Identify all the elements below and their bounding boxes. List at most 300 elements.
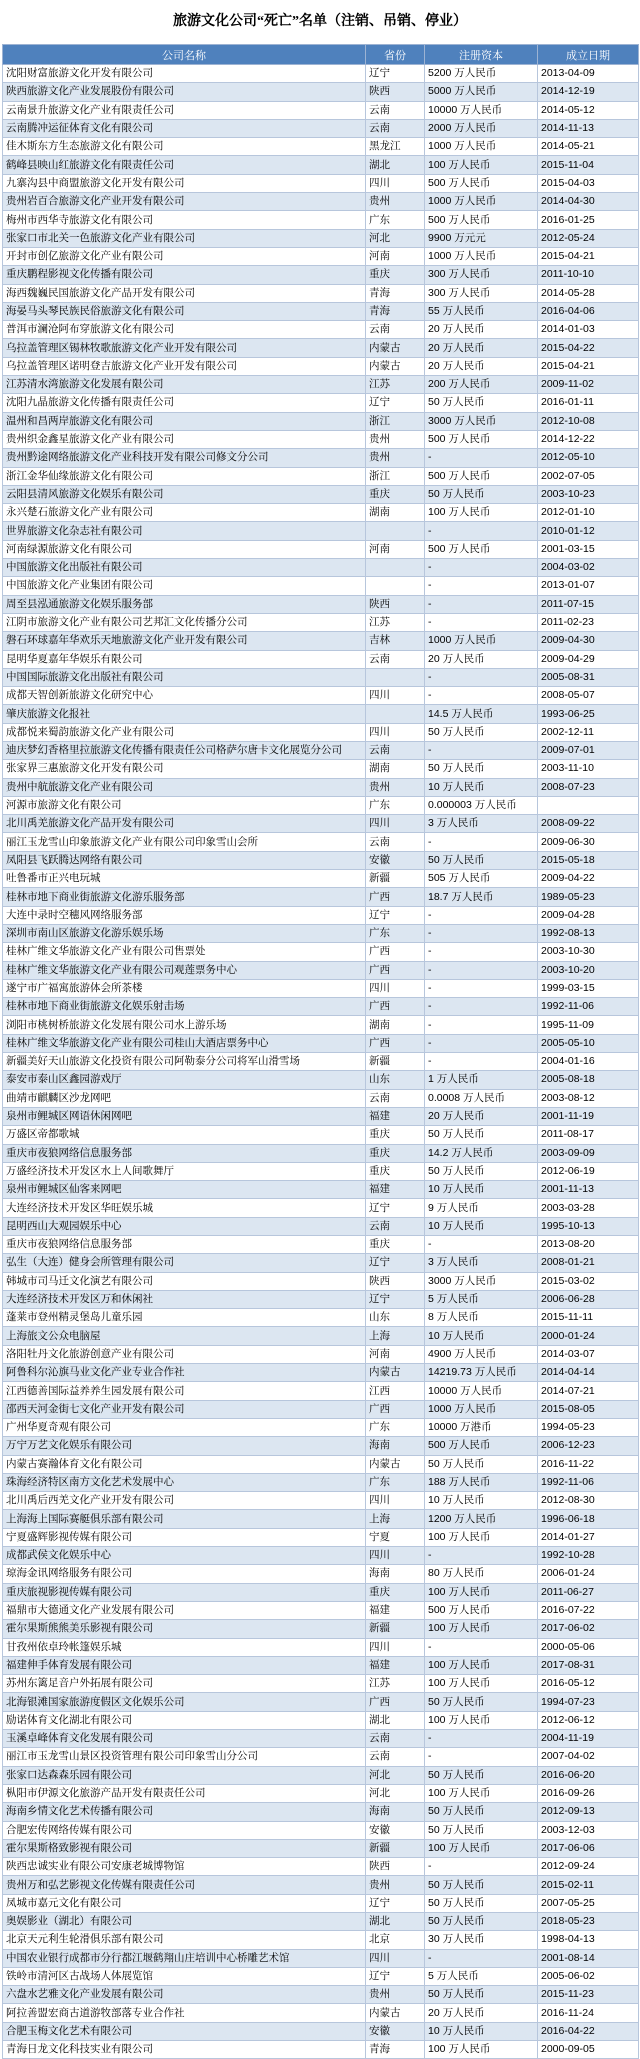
cell-province: 重庆: [366, 485, 425, 503]
table-row: [3, 1675, 639, 1693]
cell-province: 青海: [366, 2041, 425, 2059]
table-row: [3, 449, 639, 467]
cell-founded-date: 2002-12-11: [538, 723, 639, 741]
cell-registered-capital: -: [425, 559, 538, 577]
table-row: [3, 2041, 639, 2059]
cell-founded-date: [538, 796, 639, 814]
cell-company-name: 云南景升旅游文化产业有限责任公司: [3, 101, 366, 119]
cell-founded-date: 2016-01-25: [538, 211, 639, 229]
table-row: [3, 156, 639, 174]
cell-registered-capital: 4900 万人民币: [425, 1345, 538, 1363]
cell-province: 四川: [366, 979, 425, 997]
cell-registered-capital: -: [425, 906, 538, 924]
cell-registered-capital: 10 万人民币: [425, 1492, 538, 1510]
cell-province: 安徽: [366, 1821, 425, 1839]
cell-company-name: 贵州织金鑫星旅游文化产业有限公司: [3, 430, 366, 448]
cell-province: 云南: [366, 833, 425, 851]
table-row: [3, 1730, 639, 1748]
cell-province: 青海: [366, 284, 425, 302]
table-row: [3, 1547, 639, 1565]
cell-founded-date: 2014-05-21: [538, 138, 639, 156]
table-row: [3, 1053, 639, 1071]
cell-province: [366, 522, 425, 540]
cell-registered-capital: 100 万人民币: [425, 1528, 538, 1546]
cell-company-name: 贵州黔途网络旅游文化产业科技开发有限公司修文分公司: [3, 449, 366, 467]
cell-registered-capital: -: [425, 577, 538, 595]
cell-founded-date: 2011-10-10: [538, 266, 639, 284]
cell-company-name: 霍尔果斯熊熊美乐影视有限公司: [3, 1620, 366, 1638]
cell-founded-date: 2010-01-12: [538, 522, 639, 540]
cell-province: 海南: [366, 1803, 425, 1821]
cell-founded-date: 2012-06-19: [538, 1162, 639, 1180]
cell-province: 新疆: [366, 1053, 425, 1071]
cell-registered-capital: 300 万人民币: [425, 266, 538, 284]
table-row: [3, 1254, 639, 1272]
cell-company-name: 遂宁市广福寓旅游体会所茶楼: [3, 979, 366, 997]
cell-province: 重庆: [366, 1126, 425, 1144]
table-row: [3, 1821, 639, 1839]
cell-registered-capital: -: [425, 1638, 538, 1656]
cell-company-name: 上海旅文公众电脑屋: [3, 1327, 366, 1345]
cell-registered-capital: 3000 万人民币: [425, 1272, 538, 1290]
cell-founded-date: 1992-08-13: [538, 924, 639, 942]
cell-founded-date: 1995-10-13: [538, 1217, 639, 1235]
cell-province: 辽宁: [366, 65, 425, 83]
cell-province: 福建: [366, 1181, 425, 1199]
cell-registered-capital: 50 万人民币: [425, 1821, 538, 1839]
cell-province: 广东: [366, 1473, 425, 1491]
cell-province: 湖北: [366, 156, 425, 174]
cell-province: 安徽: [366, 851, 425, 869]
cell-founded-date: 2006-06-28: [538, 1290, 639, 1308]
cell-founded-date: 1994-05-23: [538, 1418, 639, 1436]
cell-company-name: 蓬莱市登州精灵堡岛儿童乐园: [3, 1309, 366, 1327]
cell-registered-capital: 50 万人民币: [425, 1162, 538, 1180]
cell-registered-capital: 100 万人民币: [425, 2041, 538, 2059]
column-header-registered-capital: 注册资本: [425, 45, 538, 65]
table-row: [3, 1236, 639, 1254]
cell-founded-date: 2016-04-22: [538, 2022, 639, 2040]
cell-founded-date: 2012-08-30: [538, 1492, 639, 1510]
cell-province: 广西: [366, 1400, 425, 1418]
cell-company-name: 青海日龙文化科技实业有限公司: [3, 2041, 366, 2059]
cell-founded-date: 1993-06-25: [538, 705, 639, 723]
table-row: [3, 83, 639, 101]
table-row: [3, 65, 639, 83]
cell-founded-date: 2011-08-17: [538, 1126, 639, 1144]
cell-registered-capital: 9900 万元元: [425, 229, 538, 247]
table-row: [3, 1839, 639, 1857]
cell-company-name: 云南腾冲运征体育文化有限公司: [3, 119, 366, 137]
cell-registered-capital: 188 万人民币: [425, 1473, 538, 1491]
cell-company-name: 铁岭市清河区古战场人体展览馆: [3, 1967, 366, 1985]
cell-province: 辽宁: [366, 1290, 425, 1308]
cell-founded-date: 2007-05-25: [538, 1894, 639, 1912]
cell-company-name: 北川禹羌旅游文化产品开发有限公司: [3, 815, 366, 833]
cell-registered-capital: 1000 万人民币: [425, 632, 538, 650]
header-row: [3, 45, 639, 65]
page-title: 旅游文化公司“死亡”名单（注销、吊销、停业）: [173, 14, 467, 29]
cell-company-name: 枞阳市伊源文化旅游产品开发有限责任公司: [3, 1784, 366, 1802]
cell-founded-date: 2001-11-19: [538, 1107, 639, 1125]
cell-registered-capital: 500 万人民币: [425, 1437, 538, 1455]
cell-province: 贵州: [366, 1876, 425, 1894]
cell-company-name: 内蒙古赛瀚体育文化有限公司: [3, 1455, 366, 1473]
cell-registered-capital: -: [425, 979, 538, 997]
cell-registered-capital: 20 万人民币: [425, 1107, 538, 1125]
cell-registered-capital: 80 万人民币: [425, 1565, 538, 1583]
cell-province: 河南: [366, 247, 425, 265]
cell-company-name: 乌拉盖管理区诺明登吉旅游文化产业开发有限公司: [3, 357, 366, 375]
cell-company-name: 沈阳财富旅游文化开发有限公司: [3, 65, 366, 83]
cell-province: 江苏: [366, 376, 425, 394]
cell-company-name: 九寨沟县中商盟旅游文化开发有限公司: [3, 174, 366, 192]
cell-company-name: 乌拉盖管理区锡林牧歌旅游文化产业开发有限公司: [3, 339, 366, 357]
cell-founded-date: 2009-04-29: [538, 650, 639, 668]
cell-province: 广西: [366, 961, 425, 979]
cell-province: 云南: [366, 1089, 425, 1107]
cell-company-name: 万宁万艺文化娱乐有限公司: [3, 1437, 366, 1455]
table-row: [3, 1473, 639, 1491]
table-row: [3, 1583, 639, 1601]
cell-registered-capital: 14.2 万人民币: [425, 1144, 538, 1162]
cell-province: 河北: [366, 229, 425, 247]
cell-company-name: 宁夏盛辉影视传媒有限公司: [3, 1528, 366, 1546]
cell-founded-date: 2016-11-24: [538, 2004, 639, 2022]
cell-province: 海南: [366, 1437, 425, 1455]
cell-founded-date: 2009-04-22: [538, 870, 639, 888]
table-row: [3, 1528, 639, 1546]
cell-registered-capital: 1000 万人民币: [425, 193, 538, 211]
cell-company-name: 上海海上国际赛艇俱乐部有限公司: [3, 1510, 366, 1528]
table-row: [3, 1400, 639, 1418]
cell-registered-capital: 100 万人民币: [425, 1839, 538, 1857]
cell-province: 四川: [366, 1492, 425, 1510]
table-row: [3, 467, 639, 485]
cell-founded-date: 2016-07-22: [538, 1601, 639, 1619]
cell-province: 四川: [366, 687, 425, 705]
cell-province: 云南: [366, 1748, 425, 1766]
cell-province: 湖北: [366, 1912, 425, 1930]
cell-province: 新疆: [366, 1839, 425, 1857]
cell-company-name: 普洱市澜沧阿布穿旅游文化有限公司: [3, 321, 366, 339]
cell-registered-capital: -: [425, 687, 538, 705]
table-row: [3, 1510, 639, 1528]
column-header-company-name: 公司名称: [3, 45, 366, 65]
cell-province: 辽宁: [366, 1254, 425, 1272]
table-row: [3, 1656, 639, 1674]
cell-registered-capital: -: [425, 1236, 538, 1254]
table-row: [3, 1455, 639, 1473]
cell-province: 广东: [366, 1418, 425, 1436]
cell-founded-date: 2009-06-30: [538, 833, 639, 851]
cell-province: 重庆: [366, 1162, 425, 1180]
cell-founded-date: 2013-01-07: [538, 577, 639, 595]
cell-registered-capital: -: [425, 522, 538, 540]
cell-founded-date: 2009-11-02: [538, 376, 639, 394]
cell-company-name: 琼海金讯网络服务有限公司: [3, 1565, 366, 1583]
cell-company-name: 六盘水艺雅文化产业发展有限公司: [3, 1986, 366, 2004]
cell-registered-capital: 10000 万港币: [425, 1418, 538, 1436]
cell-founded-date: 2015-11-11: [538, 1309, 639, 1327]
cell-registered-capital: -: [425, 613, 538, 631]
cell-company-name: 张家界三惠旅游文化开发有限公司: [3, 760, 366, 778]
table-row: [3, 430, 639, 448]
cell-province: 广东: [366, 796, 425, 814]
cell-founded-date: 2015-04-22: [538, 339, 639, 357]
cell-founded-date: 2006-12-23: [538, 1437, 639, 1455]
table-row: [3, 504, 639, 522]
cell-company-name: 霍尔果斯格致影视有限公司: [3, 1839, 366, 1857]
cell-registered-capital: 55 万人民币: [425, 302, 538, 320]
table-row: [3, 1126, 639, 1144]
cell-company-name: 沈阳九晶旅游文化传播有限责任公司: [3, 394, 366, 412]
cell-company-name: 梅州市西华寺旅游文化有限公司: [3, 211, 366, 229]
cell-founded-date: 2014-05-12: [538, 101, 639, 119]
table-row: [3, 998, 639, 1016]
cell-founded-date: 2015-11-04: [538, 156, 639, 174]
cell-company-name: 贵州中航旅游文化产业有限公司: [3, 778, 366, 796]
cell-company-name: 温州和昌两岸旅游文化有限公司: [3, 412, 366, 430]
table-row: [3, 613, 639, 631]
cell-founded-date: 2013-08-20: [538, 1236, 639, 1254]
cell-founded-date: 2015-11-23: [538, 1986, 639, 2004]
cell-company-name: 重庆鹏程影视文化传播有限公司: [3, 266, 366, 284]
cell-province: 辽宁: [366, 1199, 425, 1217]
cell-province: 广东: [366, 211, 425, 229]
table-row: [3, 229, 639, 247]
cell-province: 海南: [366, 1565, 425, 1583]
table-header: [3, 45, 639, 65]
cell-registered-capital: 10 万人民币: [425, 1217, 538, 1235]
table-row: [3, 650, 639, 668]
table-row: [3, 1711, 639, 1729]
cell-founded-date: 2003-10-20: [538, 961, 639, 979]
table-row: [3, 668, 639, 686]
table-row: [3, 1437, 639, 1455]
cell-province: 云南: [366, 1730, 425, 1748]
cell-company-name: 开封市创亿旅游文化产业有限公司: [3, 247, 366, 265]
cell-founded-date: 2004-01-16: [538, 1053, 639, 1071]
table-row: [3, 559, 639, 577]
cell-registered-capital: 50 万人民币: [425, 1126, 538, 1144]
table-row: [3, 394, 639, 412]
cell-company-name: 新疆美好天山旅游文化投资有限公司阿勒泰分公司将军山滑雪场: [3, 1053, 366, 1071]
cell-founded-date: 2004-11-19: [538, 1730, 639, 1748]
cell-registered-capital: 100 万人民币: [425, 504, 538, 522]
cell-founded-date: 2000-09-05: [538, 2041, 639, 2059]
cell-founded-date: 1992-10-28: [538, 1547, 639, 1565]
cell-province: 吉林: [366, 632, 425, 650]
cell-registered-capital: 50 万人民币: [425, 1766, 538, 1784]
table-row: [3, 138, 639, 156]
table-row: [3, 796, 639, 814]
table-row: [3, 1601, 639, 1619]
cell-registered-capital: 5 万人民币: [425, 1967, 538, 1985]
cell-registered-capital: 50 万人民币: [425, 760, 538, 778]
cell-founded-date: 2017-06-02: [538, 1620, 639, 1638]
cell-company-name: 大连中录时空穗风网络服务部: [3, 906, 366, 924]
cell-company-name: 广州华夏奇观有限公司: [3, 1418, 366, 1436]
cell-company-name: 陕西旅游文化产业发展股份有限公司: [3, 83, 366, 101]
cell-province: 辽宁: [366, 1967, 425, 1985]
cell-province: 广西: [366, 1034, 425, 1052]
cell-registered-capital: 100 万人民币: [425, 1784, 538, 1802]
cell-province: 江苏: [366, 1675, 425, 1693]
cell-province: 新疆: [366, 870, 425, 888]
cell-founded-date: 2006-01-24: [538, 1565, 639, 1583]
cell-province: 陕西: [366, 1858, 425, 1876]
cell-registered-capital: 505 万人民币: [425, 870, 538, 888]
cell-registered-capital: 500 万人民币: [425, 540, 538, 558]
cell-registered-capital: 9 万人民币: [425, 1199, 538, 1217]
cell-company-name: 桂林广维文华旅游文化产业有限公司观莲票务中心: [3, 961, 366, 979]
cell-founded-date: 2015-04-21: [538, 247, 639, 265]
table-row: [3, 833, 639, 851]
cell-registered-capital: 1000 万人民币: [425, 138, 538, 156]
cell-province: 湖南: [366, 504, 425, 522]
cell-province: 云南: [366, 321, 425, 339]
cell-province: 江西: [366, 1382, 425, 1400]
cell-province: 四川: [366, 1949, 425, 1967]
cell-registered-capital: 1200 万人民币: [425, 1510, 538, 1528]
cell-province: 重庆: [366, 1583, 425, 1601]
cell-founded-date: 2016-06-20: [538, 1766, 639, 1784]
table-row: [3, 522, 639, 540]
cell-company-name: 桂林市地下商业街旅游文化娱乐射击场: [3, 998, 366, 1016]
table-row: [3, 2004, 639, 2022]
cell-company-name: 张家口达森森乐园有限公司: [3, 1766, 366, 1784]
cell-province: 内蒙古: [366, 339, 425, 357]
cell-registered-capital: 10000 万人民币: [425, 1382, 538, 1400]
table-row: [3, 577, 639, 595]
cell-province: 内蒙古: [366, 357, 425, 375]
cell-registered-capital: 50 万人民币: [425, 485, 538, 503]
cell-registered-capital: 500 万人民币: [425, 1601, 538, 1619]
cell-registered-capital: -: [425, 1053, 538, 1071]
table-row: [3, 906, 639, 924]
cell-registered-capital: 0.000003 万人民币: [425, 796, 538, 814]
table-row: [3, 211, 639, 229]
cell-province: 辽宁: [366, 906, 425, 924]
cell-company-name: 阿拉善盟宏商古道游牧部落专业合作社: [3, 2004, 366, 2022]
cell-company-name: 江阴市旅游文化产业有限公司艺邦汇文化传播分公司: [3, 613, 366, 631]
cell-founded-date: 2012-09-13: [538, 1803, 639, 1821]
cell-registered-capital: 3 万人民币: [425, 1254, 538, 1272]
cell-company-name: 云阳县清风旅游文化娱乐有限公司: [3, 485, 366, 503]
table-body: [3, 65, 639, 2059]
cell-registered-capital: 1 万人民币: [425, 1071, 538, 1089]
table-row: [3, 1290, 639, 1308]
table-row: [3, 687, 639, 705]
cell-company-name: 玉溪卓峰体育文化发展有限公司: [3, 1730, 366, 1748]
cell-province: 重庆: [366, 1144, 425, 1162]
cell-province: 四川: [366, 174, 425, 192]
cell-registered-capital: 100 万人民币: [425, 1675, 538, 1693]
table-row: [3, 1912, 639, 1930]
cell-company-name: 励诺体育文化湖北有限公司: [3, 1711, 366, 1729]
cell-registered-capital: 2000 万人民币: [425, 119, 538, 137]
cell-company-name: 丽江市玉龙雪山景区投资管理有限公司印象雪山分公司: [3, 1748, 366, 1766]
company-table: [2, 44, 639, 2059]
cell-registered-capital: 100 万人民币: [425, 1620, 538, 1638]
cell-province: [366, 577, 425, 595]
table-row: [3, 943, 639, 961]
cell-founded-date: 2014-12-19: [538, 83, 639, 101]
cell-company-name: 万盛区帝都歌城: [3, 1126, 366, 1144]
table-row: [3, 778, 639, 796]
cell-founded-date: 2002-07-05: [538, 467, 639, 485]
cell-founded-date: 2014-01-03: [538, 321, 639, 339]
table-row: [3, 1858, 639, 1876]
table-row: [3, 284, 639, 302]
cell-company-name: 韩城市司马迁文化演艺有限公司: [3, 1272, 366, 1290]
cell-registered-capital: 50 万人民币: [425, 723, 538, 741]
cell-company-name: 泉州市鲤城区仙客来网吧: [3, 1181, 366, 1199]
table-row: [3, 1784, 639, 1802]
cell-founded-date: 2015-04-21: [538, 357, 639, 375]
table-row: [3, 1931, 639, 1949]
cell-province: 河南: [366, 1345, 425, 1363]
cell-province: 贵州: [366, 1986, 425, 2004]
cell-company-name: 合肥宏传网络传媒有限公司: [3, 1821, 366, 1839]
cell-founded-date: 2005-06-02: [538, 1967, 639, 1985]
cell-founded-date: 2014-04-14: [538, 1364, 639, 1382]
cell-province: 陕西: [366, 1272, 425, 1290]
table-row: [3, 1418, 639, 1436]
cell-company-name: 重庆市夜狼网络信息服务部: [3, 1236, 366, 1254]
cell-province: 黑龙江: [366, 138, 425, 156]
cell-registered-capital: 50 万人民币: [425, 1986, 538, 2004]
table-row: [3, 1693, 639, 1711]
cell-founded-date: 2008-09-22: [538, 815, 639, 833]
cell-registered-capital: 500 万人民币: [425, 174, 538, 192]
table-row: [3, 485, 639, 503]
cell-founded-date: 2012-09-24: [538, 1858, 639, 1876]
cell-registered-capital: 10 万人民币: [425, 778, 538, 796]
cell-founded-date: 1992-11-06: [538, 998, 639, 1016]
cell-registered-capital: -: [425, 833, 538, 851]
cell-company-name: 河源市旅游文化有限公司: [3, 796, 366, 814]
cell-registered-capital: 1000 万人民币: [425, 247, 538, 265]
cell-province: 福建: [366, 1107, 425, 1125]
cell-province: [366, 705, 425, 723]
cell-company-name: 陕西忠诚实业有限公司安康老城博物馆: [3, 1858, 366, 1876]
cell-founded-date: 2012-05-10: [538, 449, 639, 467]
table-row: [3, 1876, 639, 1894]
table-row: [3, 1748, 639, 1766]
cell-registered-capital: -: [425, 961, 538, 979]
table-row: [3, 1803, 639, 1821]
cell-province: 湖南: [366, 760, 425, 778]
cell-founded-date: 2018-05-23: [538, 1912, 639, 1930]
table-row: [3, 266, 639, 284]
cell-province: 辽宁: [366, 1894, 425, 1912]
cell-founded-date: 2001-03-15: [538, 540, 639, 558]
cell-company-name: 北京天元利生轮滑俱乐部有限公司: [3, 1931, 366, 1949]
cell-company-name: 福建伸手体育发展有限公司: [3, 1656, 366, 1674]
cell-founded-date: 2008-05-07: [538, 687, 639, 705]
cell-founded-date: 2003-12-03: [538, 1821, 639, 1839]
cell-province: 宁夏: [366, 1528, 425, 1546]
cell-founded-date: 2015-05-18: [538, 851, 639, 869]
cell-registered-capital: 1000 万人民币: [425, 1400, 538, 1418]
table-row: [3, 1272, 639, 1290]
cell-registered-capital: 3000 万人民币: [425, 412, 538, 430]
cell-company-name: 中国国际旅游文化出版社有限公司: [3, 668, 366, 686]
cell-founded-date: 2016-04-06: [538, 302, 639, 320]
cell-company-name: 昆明西山大观园娱乐中心: [3, 1217, 366, 1235]
